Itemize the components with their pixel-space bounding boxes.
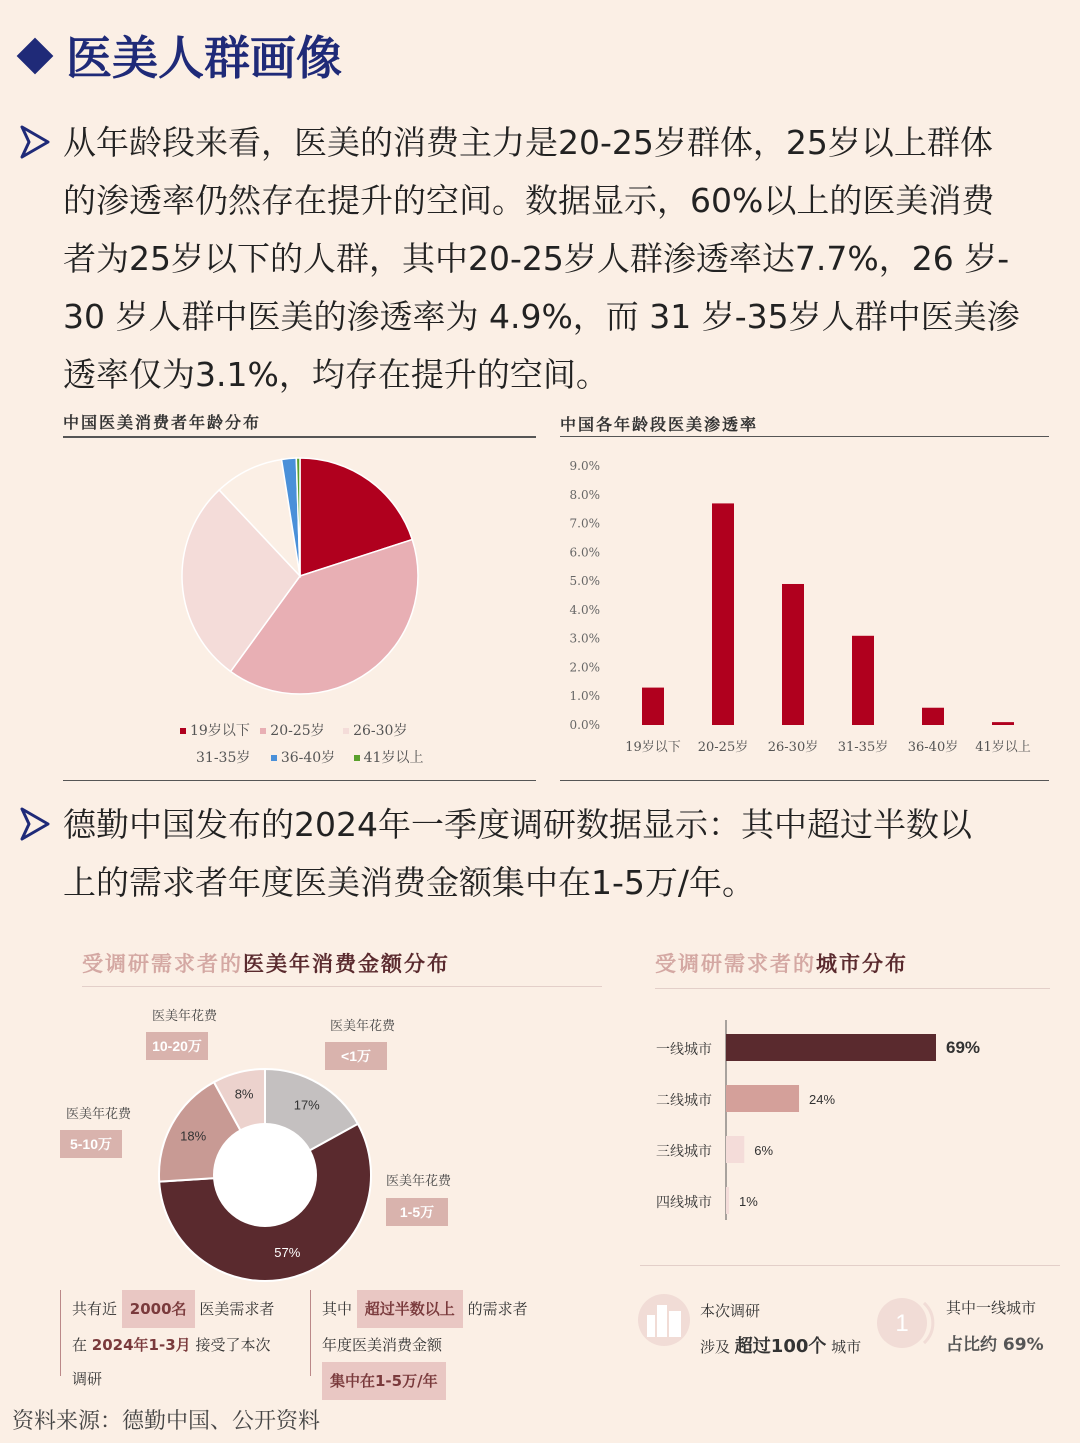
chart2-title: 中国各年龄段医美渗透率 [560,415,759,434]
callout-caption: 医美年花费 [66,1106,132,1121]
slice-value-label: 17% [293,1097,320,1113]
legend-swatch [260,728,266,734]
category-label: 四线城市 [656,1194,712,1210]
y-tick-label: 5.0% [569,574,600,589]
badge-number: 1 [895,1310,909,1337]
y-tick-label: 4.0% [569,602,600,617]
x-tick-label: 36-40岁 [907,740,959,755]
note-divider [60,1290,61,1376]
chart3-title: 受调研需求者的医美年消费金额分布 [82,952,450,976]
bar [852,636,874,725]
callout-tag-label: <1万 [341,1048,371,1064]
value-label: 69% [946,1038,981,1057]
number-one-badge-icon [876,1295,936,1351]
chart1-bottom-rule [63,780,536,781]
chart4-title: 受调研需求者的城市分布 [655,952,908,976]
y-tick-label: 1.0% [569,689,600,704]
callout-tag-label: 10-20万 [152,1038,202,1054]
category-label: 三线城市 [656,1143,712,1159]
survey-paragraph: 德勤中国发布的2024年一季度调研数据显示：其中超过半数以 上的需求者年度医美消费金额集中在1-5万/年。 [63,805,972,902]
bar [726,1034,936,1061]
y-tick-label: 8.0% [569,487,600,502]
source-note: 资料来源：德勤中国、公开资料 [12,1409,321,1434]
diamond-icon [17,38,54,75]
pie1-legend: 19岁以下 20-25岁 26-30岁 31-35岁 36-40岁 41岁以上 [180,718,460,772]
legend-swatch [180,728,186,734]
bar [712,503,734,725]
x-tick-label: 41岁以上 [975,740,1031,755]
y-tick-label: 6.0% [569,545,600,560]
slice-value-label: 18% [180,1128,207,1144]
penetration-bar-chart [560,440,1049,770]
x-tick-label: 19岁以下 [625,740,681,755]
city-buildings-icon [637,1293,691,1347]
chart4-bottom-rule [640,1265,1060,1266]
y-tick-label: 9.0% [569,459,600,473]
chart1-title: 中国医美消费者年龄分布 [63,413,262,432]
x-tick-label: 20-25岁 [697,740,749,755]
category-label: 一线城市 [656,1041,712,1057]
bar [726,1136,744,1163]
bar [922,708,944,725]
legend-swatch [354,755,360,761]
category-label: 二线城市 [656,1092,712,1108]
y-tick-label: 7.0% [569,516,600,531]
callout-tag-label: 1-5万 [399,1204,435,1220]
chart3-rule [82,986,602,987]
chart4-rule [655,988,1050,989]
note-divider [310,1290,311,1376]
intro-paragraph: 从年龄段来看，医美的消费主力是20-25岁群体，25岁以上群体 的渗透率仍然存在提升的空间。数据显示，60%以上的医美消费 者为25岁以下的人群，其中20-25岁人群渗透率达7.7%，26 岁- 30 岁人群中医美的渗透率为 4.9%，而 31 岁-35岁人群中医美渗 透率仅为3.1%，均存在提升的空间。 [63,123,1020,394]
age-pie-chart [63,438,536,700]
donut-hole [213,1123,317,1227]
legend-swatch [343,728,349,734]
slice-value-label: 57% [274,1244,301,1260]
tier1-note: 其中一线城市 占比约 69% [946,1299,1044,1355]
bar [726,1187,729,1214]
arrow-bullet-icon [20,806,50,842]
bar [726,1085,799,1112]
slice-value-label: 8% [234,1086,254,1102]
value-label: 24% [809,1092,836,1107]
bar [782,584,804,725]
chart2-bottom-rule [560,780,1049,781]
survey-note: 共有近 2000名 医美需求者 在 2024年1-3月 接受了本次 调研 [72,1290,307,1396]
callout-caption: 医美年花费 [152,1008,218,1023]
y-tick-label: 0.0% [569,718,600,732]
y-tick-label: 3.0% [569,631,600,646]
arrow-bullet-icon [20,124,50,160]
city-count-note: 本次调研 涉及 超过100个 城市 [700,1302,862,1357]
bar [642,688,664,725]
spend-note: 其中 超过半数以上 的需求者 年度医美消费金额 集中在1-5万/年 [322,1290,582,1400]
value-label: 1% [739,1194,758,1209]
chart2-top-rule [560,436,1049,437]
y-tick-label: 2.0% [569,660,600,675]
callout-caption: 医美年花费 [330,1018,396,1033]
value-label: 6% [754,1143,774,1158]
bar [992,722,1014,725]
legend-swatch [271,755,277,761]
callout-tag-label: 5-10万 [69,1136,113,1152]
callout-caption: 医美年花费 [386,1173,452,1188]
x-tick-label: 31-35岁 [837,740,889,755]
page-title: 医美人群画像 [18,22,342,88]
spend-donut-chart [40,1000,600,1290]
x-tick-label: 26-30岁 [767,740,819,755]
city-bar-chart [640,1010,1060,1230]
